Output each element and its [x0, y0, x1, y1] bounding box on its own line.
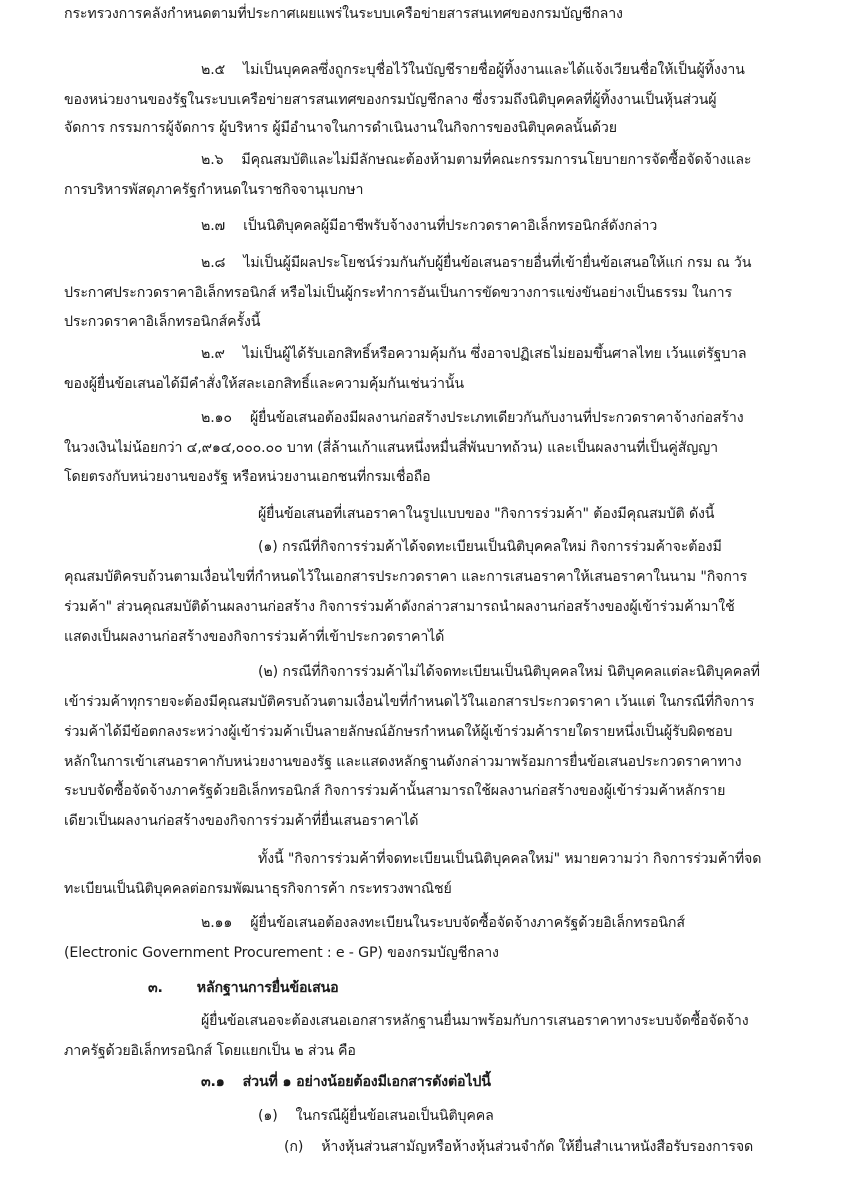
text-line: ไม่เป็นบุคคลซึ่งถูกระบุชื่อไว้ในบัญชีรายชื่อผู้ทิ้งงานและได้แจ้งเวียนชื่อให้เป็นผู้ทิ้งงาน — [243, 62, 745, 78]
item-number: (ก) — [284, 1139, 304, 1155]
text-line: คุณสมบัติครบถ้วนตามเงื่อนไขที่กำหนดไว้ในเอกสารประกวดราคา และการเสนอราคาให้เสนอราคาในนาม "กิจการ — [64, 569, 748, 585]
text-line: ผู้ยื่นข้อเสนอที่เสนอราคาในรูปแบบของ "กิจการร่วมค้า" ต้องมีคุณสมบัติ ดังนี้ — [258, 506, 715, 522]
text-line: (Electronic Government Procurement : e - GP) ของกรมบัญชีกลาง — [64, 945, 499, 961]
clause-2-9 — [201, 344, 746, 364]
text-line: ผู้ยื่นข้อเสนอจะต้องเสนอเอกสารหลักฐานยื่นมาพร้อมกับการเสนอราคาทางระบบจัดซื้อจัดจ้าง — [201, 1013, 749, 1029]
clause-number: ๒.๗ — [201, 218, 226, 234]
clause-number: ๒.๑๐ — [201, 410, 232, 426]
text-line: ร่วมค้า" ส่วนคุณสมบัติด้านผลงานก่อสร้าง กิจการร่วมค้าดังกล่าวสามารถนำผลงานก่อสร้างของผู้เข้าร่วมค้ามาใช้ — [64, 599, 735, 615]
text-line: (๑) กรณีที่กิจการร่วมค้าได้จดทะเบียนเป็นนิติบุคคลใหม่ กิจการร่วมค้าจะต้องมี — [258, 539, 722, 555]
text-line: เป็นนิติบุคคลผู้มีอาชีพรับจ้างงานที่ประกวดราคาอิเล็กทรอนิกส์ดังกล่าว — [243, 218, 658, 234]
clause-number: ๒.๕ — [201, 62, 226, 78]
clause-number: ๒.๘ — [201, 255, 226, 271]
clause-2-7 — [201, 216, 657, 236]
text-line: ทั้งนี้ "กิจการร่วมค้าที่จดทะเบียนเป็นนิติบุคคลใหม่" หมายความว่า กิจการร่วมค้าที่จด — [258, 851, 762, 867]
clause-2-5 — [201, 60, 745, 80]
item-number: (๑) — [258, 1108, 278, 1124]
text-line: โดยตรงกับหน่วยงานของรัฐ หรือหน่วยงานเอกชนที่กรมเชื่อถือ — [64, 469, 431, 485]
text-line: (๒) กรณีที่กิจการร่วมค้าไม่ได้จดทะเบียนเป็นนิติบุคคลใหม่ นิติบุคคลแต่ละนิติบุคคลที่ — [258, 664, 760, 680]
text-line: ทะเบียนเป็นนิติบุคคลต่อกรมพัฒนาธุรกิจการค้า กระทรวงพาณิชย์ — [64, 881, 452, 897]
text-line: ในวงเงินไม่น้อยกว่า ๔,๙๑๔,๐๐๐.๐๐ บาท (สี่ล้านเก้าแสนหนึ่งหมื่นสี่พันบาทถ้วน) และเป็นผลงานที่เป็นคู่สัญญา — [64, 440, 718, 456]
text-line: ไม่เป็นผู้มีผลประโยชน์ร่วมกันกับผู้ยื่นข้อเสนอรายอื่นที่เข้ายื่นข้อเสนอให้แก่ กรม ณ วัน — [243, 255, 752, 271]
text-line: แสดงเป็นผลงานก่อสร้างของกิจการร่วมค้าที่เข้าประกวดราคาได้ — [64, 629, 445, 645]
item-k — [284, 1137, 753, 1157]
text-line: ระบบจัดซื้อจัดจ้างภาครัฐด้วยอิเล็กทรอนิกส์ กิจการร่วมค้านั้นสามารถใช้ผลงานก่อสร้างของผู้เข้าร่วมค้าหลักราย — [64, 783, 726, 799]
text-line: ร่วมค้าได้มีข้อตกลงระหว่างผู้เข้าร่วมค้าเป็นลายลักษณ์อักษรกำหนดให้ผู้เข้าร่วมค้ารายใดรายหนึ่งเป็นผู้รับผิดชอบ — [64, 724, 733, 740]
text-line: เดียวเป็นผลงานก่อสร้างของกิจการร่วมค้าที่ยื่นเสนอราคาได้ — [64, 813, 419, 829]
text-line: กระทรวงการคลังกำหนดตามที่ประกาศเผยแพร่ในระบบเครือข่ายสารสนเทศของกรมบัญชีกลาง — [64, 6, 623, 22]
text-line: การบริหารพัสดุภาครัฐกำหนดในราชกิจจานุเบกษา — [64, 182, 364, 198]
section-number: ๓.๑ — [201, 1074, 225, 1090]
text-line: หลักในการเข้าเสนอราคากับหน่วยงานของรัฐ และแสดงหลักฐานดังกล่าวมาพร้อมการยื่นข้อเสนอประกวดราคาทาง — [64, 754, 742, 770]
text-line: ของหน่วยงานของรัฐในระบบเครือข่ายสารสนเทศของกรมบัญชีกลาง ซึ่งรวมถึงนิติบุคคลที่ผู้ทิ้งงานเป็นหุ้นส่วนผู้ — [64, 92, 717, 108]
text-line: ประกวดราคาอิเล็กทรอนิกส์ครั้งนี้ — [64, 314, 261, 330]
section-number: ๓. — [148, 980, 163, 996]
clause-2-11 — [201, 913, 685, 933]
text-line: มีคุณสมบัติและไม่มีลักษณะต้องห้ามตามที่คณะกรรมการนโยบายการจัดซื้อจัดจ้างและ — [241, 152, 752, 168]
text-line: ของผู้ยื่นข้อเสนอได้มีคำสั่งให้สละเอกสิทธิ์และความคุ้มกันเช่นว่านั้น — [64, 376, 464, 392]
section-3-heading — [148, 978, 339, 998]
text-line: ไม่เป็นผู้ได้รับเอกสิทธิ์หรือความคุ้มกัน ซึ่งอาจปฏิเสธไม่ยอมขึ้นศาลไทย เว้นแต่รัฐบาล — [242, 346, 747, 362]
subsection-title: ส่วนที่ ๑ อย่างน้อยต้องมีเอกสารดังต่อไปนี้ — [242, 1074, 491, 1090]
clause-2-6 — [201, 150, 751, 170]
text-line: ในกรณีผู้ยื่นข้อเสนอเป็นนิติบุคคล — [295, 1108, 494, 1124]
clause-number: ๒.๑๑ — [201, 915, 233, 931]
subsection-3-1-heading — [201, 1072, 491, 1092]
text-line: ประกาศประกวดราคาอิเล็กทรอนิกส์ หรือไม่เป็นผู้กระทำการอันเป็นการขัดขวางการแข่งขันอย่างเป็นธรรม ในการ — [64, 285, 732, 301]
text-line: ผู้ยื่นข้อเสนอต้องลงทะเบียนในระบบจัดซื้อจัดจ้างภาครัฐด้วยอิเล็กทรอนิกส์ — [250, 915, 685, 931]
text-line: จัดการ กรรมการผู้จัดการ ผู้บริหาร ผู้มีอำนาจในการดำเนินงานในกิจการของนิติบุคคลนั้นด้วย — [64, 120, 617, 136]
section-title: หลักฐานการยื่นข้อเสนอ — [196, 980, 339, 996]
text-line: ผู้ยื่นข้อเสนอต้องมีผลงานก่อสร้างประเภทเดียวกันกับงานที่ประกวดราคาจ้างก่อสร้าง — [249, 410, 744, 426]
text-line: เข้าร่วมค้าทุกรายจะต้องมีคุณสมบัติครบถ้วนตามเงื่อนไขที่กำหนดไว้ในเอกสารประกวดราคา เว้นแต่ ในกรณีที่กิจการ — [64, 694, 755, 710]
clause-2-8 — [201, 253, 751, 273]
clause-number: ๒.๙ — [201, 346, 225, 362]
text-line: ห้างหุ้นส่วนสามัญหรือห้างหุ้นส่วนจำกัด ให้ยื่นสำเนาหนังสือรับรองการจด — [321, 1139, 754, 1155]
item-1 — [258, 1106, 494, 1126]
clause-2-10 — [201, 408, 743, 428]
clause-number: ๒.๖ — [201, 152, 224, 168]
text-line: ภาครัฐด้วยอิเล็กทรอนิกส์ โดยแยกเป็น ๒ ส่วน คือ — [64, 1043, 356, 1059]
